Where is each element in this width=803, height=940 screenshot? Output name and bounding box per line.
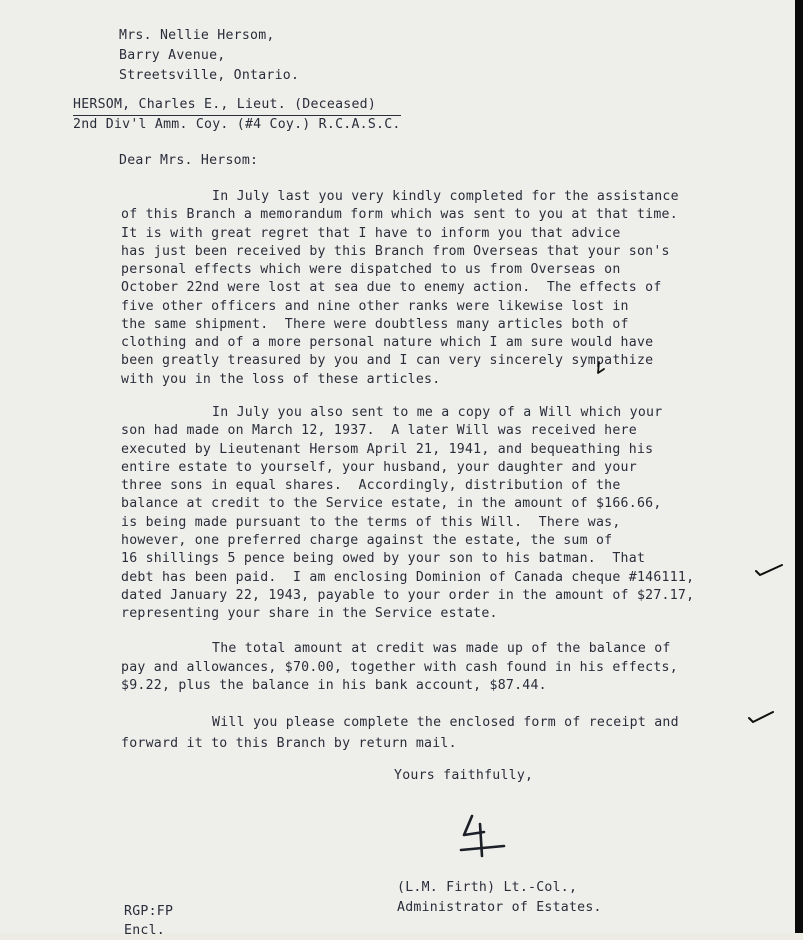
text-line: $9.22, plus the balance in his bank account, $87.44. — [121, 678, 547, 693]
text-line: It is with great regret that I have to inform you that advice — [121, 225, 621, 241]
recipient-name: Mrs. Nellie Hersom, — [119, 28, 275, 43]
text-line: son had made on March 12, 1937. A later Will was received here — [121, 423, 637, 439]
paragraph-total-credit — [121, 640, 781, 696]
signer-block — [397, 878, 602, 918]
text-line: however, one preferred charge against the estate, the sum of — [121, 533, 613, 549]
reference-block — [73, 96, 401, 134]
signer-title: Administrator of Estates. — [397, 900, 602, 915]
reference-initials — [124, 902, 173, 940]
text-line: been greatly treasured by you and I can very sincerely sympathize — [121, 353, 654, 369]
text-line: In July last you very kindly completed for the assistance — [212, 189, 679, 204]
text-line: entire estate to yourself, your husband, your daughter and your — [121, 459, 637, 475]
recipient-city: Streetsville, Ontario. — [119, 68, 300, 83]
recipient-address — [119, 26, 299, 86]
salutation: Dear Mrs. Hersom: — [119, 153, 259, 168]
scan-edge — [795, 0, 803, 933]
text-line: In July you also sent to me a copy of a Will which your — [212, 405, 663, 420]
reference-unit: 2nd Div'l Amm. Coy. (#4 Coy.) R.C.A.S.C. — [73, 117, 401, 132]
text-line: pay and allowances, $70.00, together with cash found in his effects, — [121, 659, 678, 675]
text-line: of this Branch a memorandum form which was sent to you at that time. — [121, 207, 678, 223]
text-line: dated January 22, 1943, payable to your order in the amount of $27.17, — [121, 587, 695, 603]
typist-initials: RGP:FP — [124, 904, 174, 919]
text-line: forward it to this Branch by return mail. — [121, 736, 457, 751]
text-line: five other officers and nine other ranks were likewise lost in — [121, 298, 629, 314]
text-line: personal effects which were dispatched to us from Overseas on — [121, 262, 621, 277]
text-line: representing your share in the Service estate. — [121, 606, 498, 622]
text-line: debt has been paid. I am enclosing Dominion of Canada cheque #146111, — [121, 569, 695, 585]
text-line: balance at credit to the Service estate, in the amount of $166.66, — [121, 496, 662, 512]
text-line: The total amount at credit was made up of the balance of — [212, 641, 671, 656]
reference-subject: HERSOM, Charles E., Lieut. (Deceased) — [73, 96, 401, 116]
signer-name: (L.M. Firth) Lt.-Col., — [397, 880, 578, 895]
text-line: 16 shillings 5 pence being owed by your son to his batman. That — [121, 551, 646, 567]
text-line: Will you please complete the enclosed form of receipt and — [212, 715, 679, 730]
checkmark-icon — [592, 360, 606, 376]
paragraph-receipt-request — [121, 712, 781, 754]
text-line: the same shipment. There were doubtless many articles both of — [121, 316, 629, 332]
text-line: executed by Lieutenant Hersom April 21, 1941, and bequeathing his — [121, 441, 654, 457]
checkmark-icon — [754, 562, 784, 578]
enclosure-note: Encl. — [124, 923, 165, 938]
text-line: October 22nd were lost at sea due to enemy action. The effects of — [121, 280, 662, 296]
text-line: three sons in equal shares. Accordingly, distribution of the — [121, 478, 621, 494]
paragraph-will-distribution — [121, 404, 781, 624]
recipient-street: Barry Avenue, — [119, 48, 226, 63]
signature-mark — [458, 810, 508, 860]
text-line: with you in the loss of these articles. — [121, 371, 441, 387]
text-line: clothing and of a more personal nature which I am sure would have — [121, 335, 654, 350]
text-line: is being made pursuant to the terms of this Will. There was, — [121, 514, 621, 530]
text-line: has just been received by this Branch from Overseas that your son's — [121, 243, 670, 259]
closing: Yours faithfully, — [394, 768, 534, 783]
checkmark-icon — [747, 709, 777, 725]
paragraph-lost-effects — [121, 188, 781, 389]
